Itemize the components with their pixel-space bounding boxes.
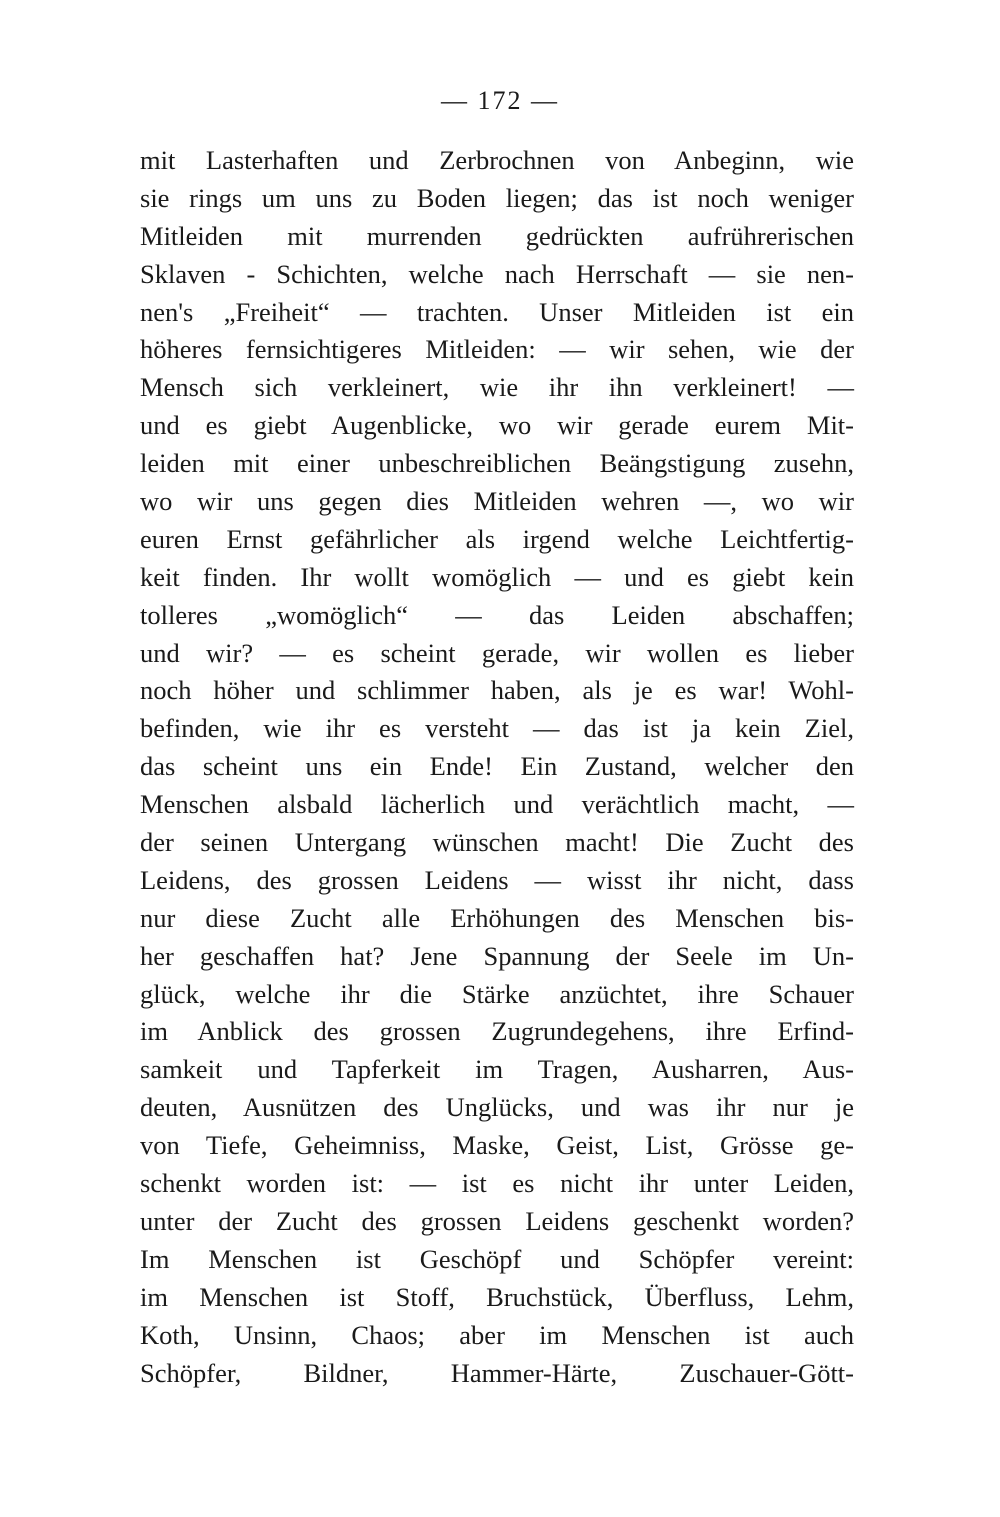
text-line: mit Lasterhaften und Zerbrochnen von Anbeginn, wie (140, 145, 854, 175)
text-line: samkeit und Tapferkeit im Tragen, Ausharren, Aus- (140, 1054, 854, 1085)
text-line: befinden, wie ihr es versteht — das ist ja kein Ziel, (140, 713, 854, 744)
text-line: das scheint uns ein Ende! Ein Zustand, welcher den (140, 751, 854, 782)
text-line: Mitleiden mit murrenden gedrückten aufrührerischen (140, 220, 854, 251)
text-line: im Menschen ist Stoff, Bruchstück, Überfluss, Lehm, (140, 1281, 854, 1312)
text-line: wo wir uns gegen dies Mitleiden wehren —, wo wir (140, 486, 854, 517)
text-line: Leidens, des grossen Leidens — wisst ihr nicht, dass (140, 864, 854, 895)
text-line: leiden mit einer unbeschreiblichen Beängstigung zusehn, (140, 448, 854, 479)
text-line: euren Ernst gefährlicher als irgend welche Leichtfertig- (140, 523, 854, 554)
text-line: Menschen alsbald lächerlich und verächtlich macht, — (140, 789, 854, 820)
text-line: tolleres „womöglich“ — das Leiden abschaffen; (140, 599, 854, 630)
text-line: der seinen Untergang wünschen macht! Die Zucht des (140, 827, 854, 858)
text-line: Schöpfer, Bildner, Hammer-Härte, Zuschauer-Gött- (140, 1357, 854, 1388)
text-line: und wir? — es scheint gerade, wir wollen es lieber (140, 637, 854, 668)
text-line: nur diese Zucht alle Erhöhungen des Menschen bis- (140, 902, 854, 933)
text-line: von Tiefe, Geheimniss, Maske, Geist, List, Grösse ge- (140, 1130, 854, 1161)
text-line: Im Menschen ist Geschöpf und Schöpfer vereint: (140, 1243, 854, 1274)
text-line: im Anblick des grossen Zugrundegehens, ihre Erfind- (140, 1016, 854, 1047)
text-line: glück, welche ihr die Stärke anzüchtet, ihre Schauer (140, 978, 854, 1009)
text-line: Mensch sich verkleinert, wie ihr ihn verkleinert! — (140, 372, 854, 403)
text-line: sie rings um uns zu Boden liegen; das ist noch weniger (140, 182, 854, 213)
page-number: — 172 — (441, 86, 559, 115)
text-line: unter der Zucht des grossen Leidens geschenkt worden? (140, 1205, 854, 1236)
text-line: und es giebt Augenblicke, wo wir gerade eurem Mit- (140, 410, 854, 441)
text-line: höheres fernsichtigeres Mitleiden: — wir sehen, wie der (140, 334, 854, 365)
text-line: noch höher und schlimmer haben, als je es war! Wohl- (140, 675, 854, 706)
text-line: nen's „Freiheit“ — trachten. Unser Mitleiden ist ein (140, 296, 854, 327)
text-line: keit finden. Ihr wollt womöglich — und es giebt kein (140, 561, 854, 592)
text-line: schenkt worden ist: — ist es nicht ihr unter Leiden, (140, 1168, 854, 1199)
text-line: Koth, Unsinn, Chaos; aber im Menschen ist auch (140, 1319, 854, 1350)
body-text (140, 142, 854, 1392)
text-line: deuten, Ausnützen des Unglücks, und was ihr nur je (140, 1092, 854, 1123)
text-line: her geschaffen hat? Jene Spannung der Seele im Un- (140, 940, 854, 971)
text-line: Sklaven - Schichten, welche nach Herrschaft — sie nen- (140, 258, 854, 289)
